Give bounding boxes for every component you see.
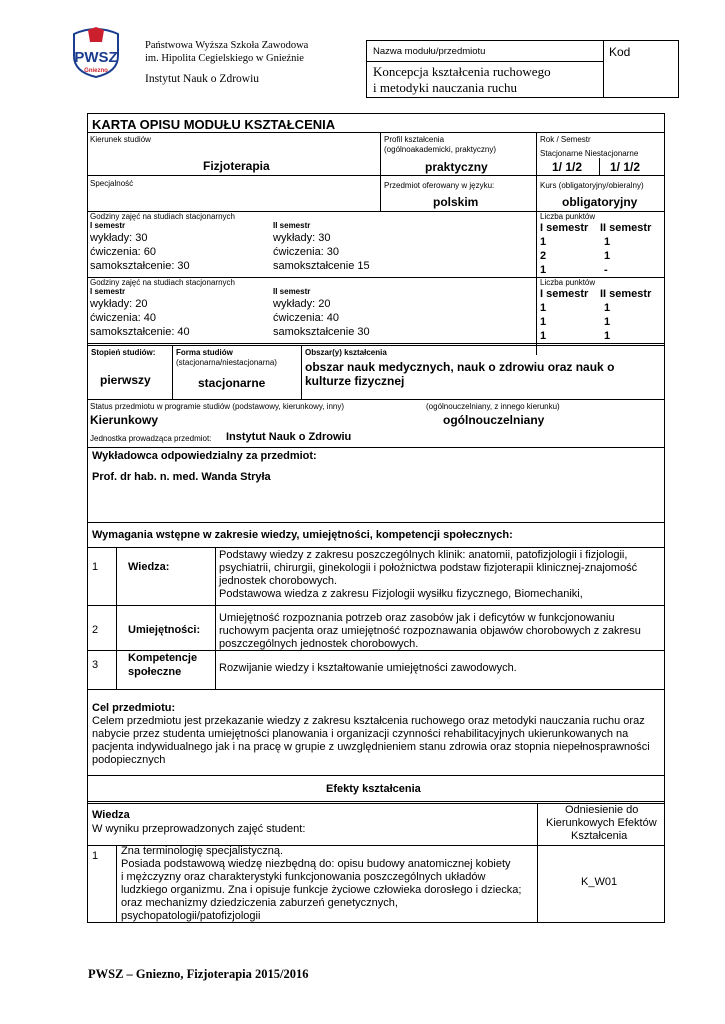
institute-name: Instytut Nauk o Zdrowiu [145,73,260,85]
university-name-line2: im. Hipolita Cegielskiego w Gnieźnie [145,53,304,64]
module-header-box [366,40,679,98]
points-stac-sem2-label: II semestr [600,222,652,234]
jednostka-value: Instytut Nauk o Zdrowiu [226,431,352,443]
jezyk-label: Przedmiot oferowany w języku: [384,181,495,190]
points-niestac-value: 1 [604,330,611,342]
points-stac-sem1-label: I semestr [540,222,589,234]
university-logo [70,26,122,78]
requirement-name: Kompetencje [128,652,198,664]
kurs-label: Kurs (obligatoryjny/obieralny) [540,181,644,190]
requirement-text: psychiatrii, chirurgii, ginekologii i położnictwa podstaw fizjoterapii klinicznej-znajomość [219,562,638,574]
profil-label: Profil kształcenia [384,135,445,144]
effect-text: oraz mechanizmy dziedziczenia zaburzeń genetycznych, [121,897,398,909]
goal-text: pacjenta indywidualnego jak i na pracę w grupie z uwzględnieniem stanu zdrowia oraz stopnia niepełnosprawności [92,741,650,753]
status-label: Status przedmiotu w programie studiów (podstawowy, kierunkowy, inny) [90,402,345,411]
effects-title: Efekty kształcenia [326,783,421,795]
module-card [87,113,665,923]
ref-header: Odniesienie do [565,804,639,816]
points-niestac-value: 1 [540,330,547,342]
requirement-text: jednostek chorobowych. [219,575,338,587]
kierunek-value: Fizjoterapia [203,159,270,173]
kierunek-label: Kierunek studiów [90,135,151,144]
goal-title: Cel przedmiotu: [92,702,176,714]
rok-sublabel: Stacjonarne Niestacjonarne [540,149,639,158]
goal-text: nabycie przez studenta umiejętności planowania i organizacji czynności rehabilitacyjnych ukierunkowanych na [92,728,629,740]
wiedza-sublabel: W wyniku przeprowadzonych zajęć student: [92,823,306,835]
forma-label: Forma studiów [176,348,233,357]
logo-subtext: Gniezno [84,68,108,74]
page-footer: PWSZ – Gniezno, Fizjoterapia 2015/2016 [88,967,309,981]
points-stac-label: Liczba punktów [540,212,596,221]
rok-stacjonarne: 1/ 1/2 [552,160,583,174]
hours-niestac-sem2-samo: samokształcenie 30 [273,326,370,338]
requirement-text: Rozwijanie wiedzy i kształtowanie umiejętności zawodowych. [219,662,517,674]
points-stac-value: - [604,264,608,276]
rok-niestacjonarne: 1/ 1/2 [610,160,641,174]
hours-niestac-sem2-wyklady: wykłady: 20 [273,298,331,310]
specjalnosc-label: Specjalność [90,179,134,188]
hours-stac-sem1-wyklady: wykłady: 30 [90,232,148,244]
requirements-title: Wymagania wstępne w zakresie wiedzy, umiejętności, kompetencji społecznych: [92,529,513,541]
requirement-name: Wiedza: [128,561,170,573]
wiedza-label: Wiedza [92,809,130,821]
points-niestac-value: 1 [540,316,547,328]
module-name-label: Nazwa modułu/przedmiotu [373,46,486,57]
points-niestac-sem2-label: II semestr [600,288,652,300]
effect-text: Zna terminologię specjalistyczną. [121,845,284,857]
obszar-value-line1: obszar nauk medycznych, nauk o zdrowiu oraz nauk o [305,360,615,374]
requirement-num: 1 [92,561,99,573]
requirement-text: poszczególnych jednostek chorobowych. [219,638,419,650]
effect-text: psychopatologii/patofizjologii [121,910,261,922]
hours-niestac-sem1-cwiczenia: ćwiczenia: 40 [90,312,157,324]
points-niestac-value: 1 [540,302,547,314]
hours-stac-sem2-wyklady: wykłady: 30 [273,232,331,244]
requirement-name: społeczne [128,666,182,678]
points-niestac-label: Liczba punktów [540,278,596,287]
hours-niestac-sem1-wyklady: wykłady: 20 [90,298,148,310]
goal-text: Celem przedmiotu jest przekazanie wiedzy z zakresu kształcenia ruchowego oraz metodyki nauczania ruchu oraz [92,715,645,727]
requirement-text: Umiejętność rozpoznania potrzeb oraz zasobów jak i deficytów w funkcjonowaniu [219,612,615,624]
hours-niestac-sem2-label: II semestr [273,287,311,296]
requirement-text: Podstawowa wiedza z zakresu Fizjologii wysiłku fizycznego, Biomechaniki, [219,588,583,600]
points-stac-value: 1 [604,236,611,248]
hours-stac-sem2-cwiczenia: ćwiczenia: 30 [273,246,340,258]
module-name: Koncepcja kształcenia ruchowego i metodyki nauczania ruchu [373,64,551,95]
effect-text: Posiada podstawową wiedzę niezbędną do: opisu budowy anatomicznej kobiety [121,858,511,870]
obszar-value-line2: kulturze fizycznej [305,374,405,388]
lecturer-name: Prof. dr hab. n. med. Wanda Stryła [92,471,271,483]
points-stac-value: 1 [604,250,611,262]
logo-emblem [70,26,122,78]
university-name-line1: Państwowa Wyższa Szkoła Zawodowa [145,40,309,51]
lecturer-label: Wykładowca odpowiedzialny za przedmiot: [92,450,317,462]
stopien-value: pierwszy [100,373,151,387]
points-stac-value: 1 [540,264,547,276]
profil-sublabel: (ogólnoakademicki, praktyczny) [384,145,497,154]
obszar-label: Obszar(y) kształcenia [305,348,387,357]
effect-num: 1 [92,850,99,862]
forma-sublabel: (stacjonarna/niestacjonarna) [176,358,277,367]
logo-text: PWSZ [74,49,118,66]
hours-stac-sem2-samo: samokształcenie 15 [273,260,370,272]
requirement-name: Umiejętności: [128,624,201,636]
hours-niestac-label: Godziny zajęć na studiach stacjonarnych [90,278,235,287]
requirement-text: ruchowym pacjenta oraz umiejętność rozpoznawania objawów chorobowych z zakresu [219,625,641,637]
ref-header: Kierunkowych Efektów [546,817,657,829]
effect-text: ludzkiego organizmu. Zna i opisuje funkcje życiowe człowieka dorosłego i dziecka; [121,884,522,896]
card-title: KARTA OPISU MODUŁU KSZTAŁCENIA [92,117,336,132]
stopien-label: Stopień studiów: [91,348,156,357]
effect-ref: K_W01 [581,876,618,888]
hours-niestac-sem2-cwiczenia: ćwiczenia: 40 [273,312,340,324]
ogolno-label: (ogólnouczelniany, z innego kierunku) [426,402,560,411]
rok-label: Rok / Semestr [540,135,591,144]
hours-stac-sem1-cwiczenia: ćwiczenia: 60 [90,246,157,258]
requirement-text: Podstawy wiedzy z zakresu poszczególnych klinik: anatomii, patofizjologii i fizjologii, [219,549,628,561]
points-niestac-sem1-label: I semestr [540,288,589,300]
hours-niestac-sem1-samo: samokształcenie: 40 [90,326,190,338]
requirement-num: 3 [92,659,99,671]
hours-stac-sem1-label: I semestr [90,221,126,230]
forma-value: stacjonarne [198,376,266,390]
points-niestac-value: 1 [604,316,611,328]
requirement-num: 2 [92,624,99,636]
points-stac-value: 2 [540,250,547,262]
profil-value: praktyczny [425,160,488,174]
kurs-value: obligatoryjny [562,195,638,209]
status-value: Kierunkowy [90,413,159,427]
points-stac-value: 1 [540,236,547,248]
ref-header: Kształcenia [571,830,628,842]
goal-text: podopiecznych [92,754,166,766]
hours-niestac-sem1-label: I semestr [90,287,126,296]
hours-stac-sem2-label: II semestr [273,221,311,230]
jednostka-label: Jednostka prowadząca przedmiot: [90,434,212,443]
hours-stac-sem1-samo: samokształcenie: 30 [90,260,190,272]
effect-text: i mężczyzny oraz charakterystyki funkcjonowania poszczególnych układów [121,871,486,883]
ogolno-value: ogólnouczelniany [443,413,545,427]
points-niestac-value: 1 [604,302,611,314]
hours-stac-label: Godziny zajęć na studiach stacjonarnych [90,212,235,221]
jezyk-value: polskim [433,195,479,209]
code-label: Kod [609,45,631,59]
